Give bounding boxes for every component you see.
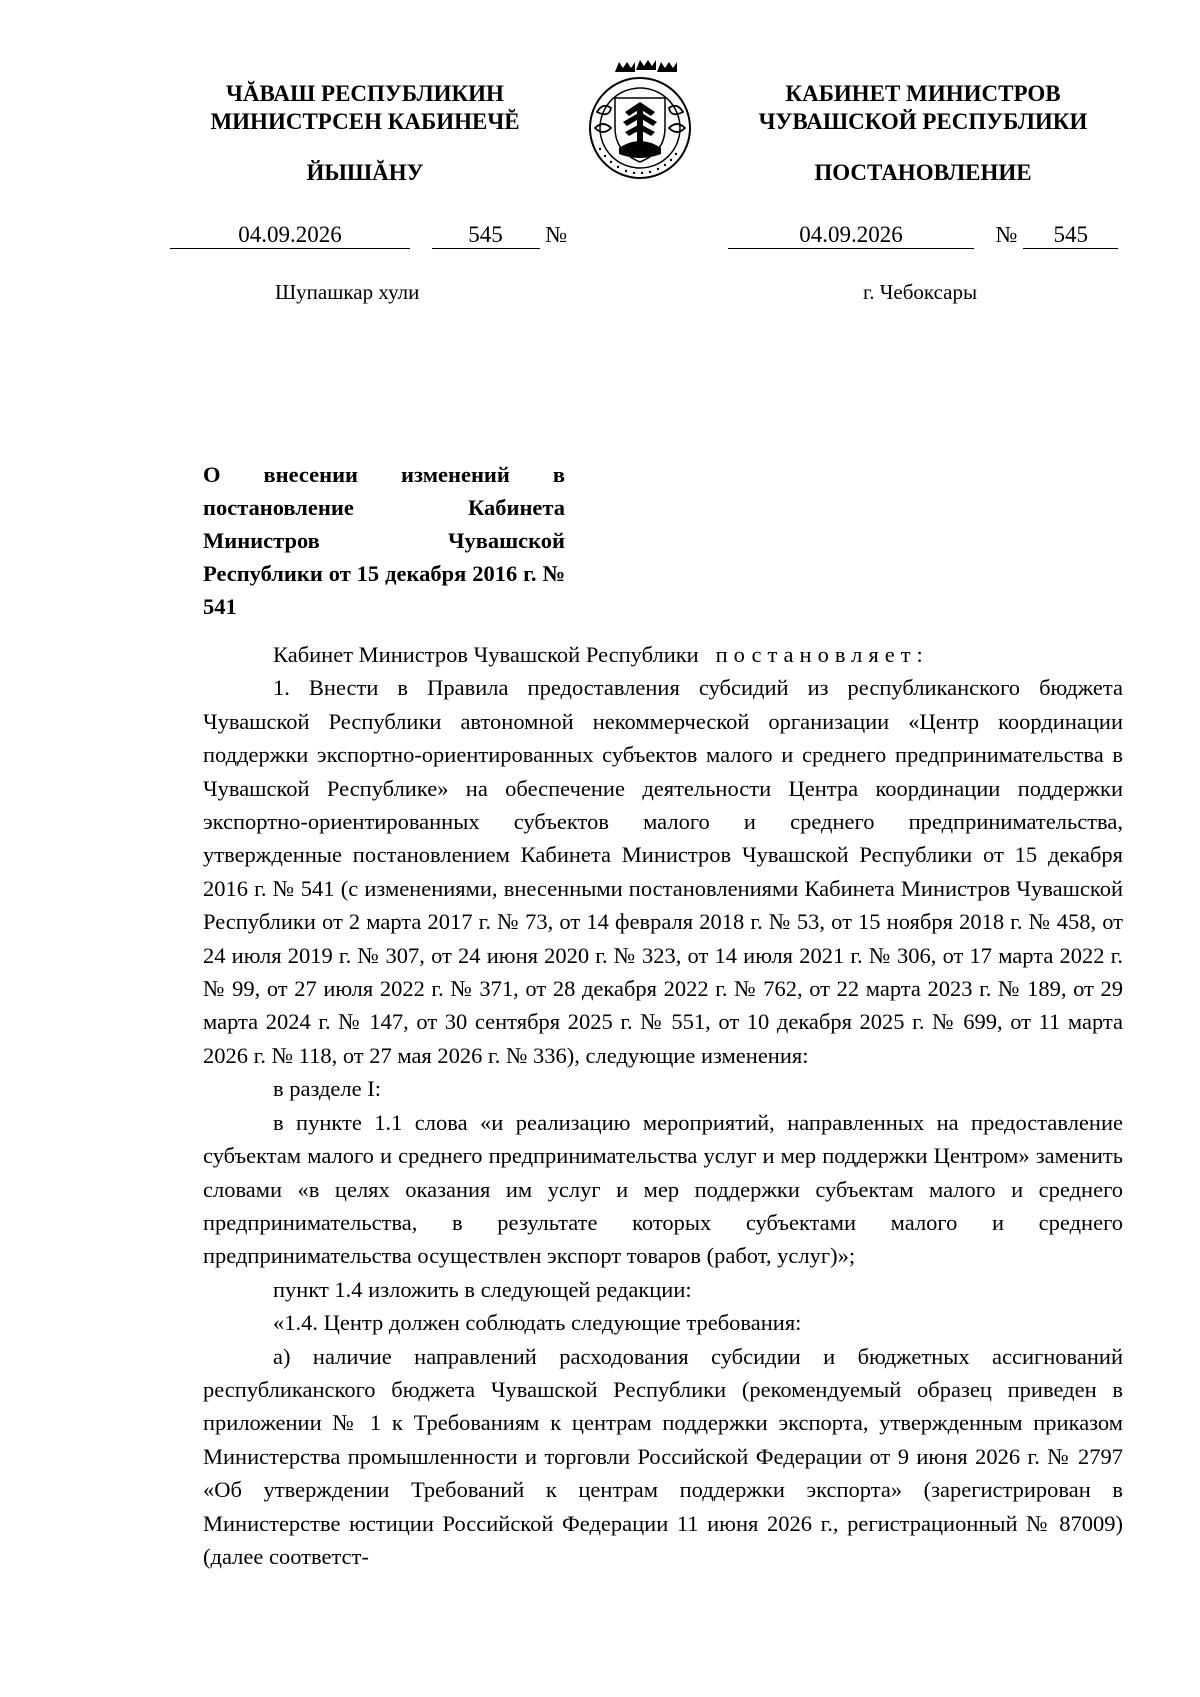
right-city: г. Чебоксары [863, 280, 978, 304]
right-date: 04.09.2026 [728, 222, 974, 249]
right-number: 545 [1023, 222, 1118, 249]
header-left-doctype: ЙЫШĂНУ [306, 160, 424, 185]
preamble-subject: Кабинет Министров Чувашской Республики [273, 642, 699, 667]
header-left-line2: МИНИСТРСЕН КАБИНЕЧĔ [210, 109, 520, 134]
paragraph: «1.4. Центр должен соблюдать следующие требования: [273, 1310, 802, 1336]
header-right-org [718, 80, 1128, 136]
header-right-line1: КАБИНЕТ МИНИСТРОВ [785, 81, 1061, 106]
left-city: Шупашкар хули [275, 280, 420, 304]
left-number-sign: № [545, 222, 568, 247]
preamble [203, 638, 1123, 671]
paragraph: 1. Внести в Правила предоставления субсидий из республиканского бюджета Чувашской Республики автономной некоммерческой организации «Центр координации поддержки экспортно-ориентированных субъектов малого и среднего предпринимательства в Чувашской Республике» на обеспечение деятельности Центра координации поддержки экспортно-ориентированных субъектов малого и среднего предпринимательства, утвержденные постановлением Кабинета Министров Чувашской Республики от 15 декабря 2016 г. № 541 (с изменениями, внесенными постановлениями Кабинета Министров Чувашской Республики от 2 марта 2017 г. № 73, от 14 февраля 2018 г. № 53, от 15 ноября 2018 г. № 458, от 24 июля 2019 г. № 307, от 24 июня 2020 г. № 323, от 14 июля 2021 г. № 306, от 17 марта 2022 г. № 99, от 27 июля 2022 г. № 371, от 28 декабря 2022 г. № 762, от 22 марта 2023 г. № 189, от 29 марта 2024 г. № 147, от 30 сентября 2025 г. № 551, от 10 декабря 2025 г. № 699, от 11 марта 2026 г. № 118, от 27 мая 2026 г. № 336), следующие изменения: [203, 675, 1123, 1068]
paragraph: а) наличие направлений расходования субсидии и бюджетных ассигнований республиканского бюджета Чувашской Республики (рекомендуемый образец приведен в приложении № 1 к Требованиям к центрам поддержки экспорта, утвержденным приказом Министерства промышленности и торговли Российской Федерации от 9 июня 2026 г. № 2797 «Об утверждении Требований к центрам поддержки экспорта» (зарегистрирован в Министерстве юстиции Российской Федерации 11 июня 2026 г., регистрационный № 87009) (далее соответст- [203, 1343, 1123, 1569]
left-date-number-row [170, 222, 567, 249]
header-right-doctype: ПОСТАНОВЛЕНИЕ [814, 160, 1032, 185]
header-left-line1: ЧĂВАШ РЕСПУБЛИКИН [226, 81, 504, 106]
left-number: 545 [432, 222, 540, 249]
preamble-verb: постановляет: [715, 642, 929, 667]
paragraph: пункт 1.4 изложить в следующей редакции: [273, 1276, 692, 1302]
right-date-number-row [728, 222, 1118, 249]
coat-of-arms-icon [575, 56, 705, 182]
right-number-sign: № [995, 222, 1018, 247]
paragraph: в разделе I: [273, 1076, 381, 1102]
header-right-line2: ЧУВАШСКОЙ РЕСПУБЛИКИ [758, 109, 1088, 134]
header-left-org [160, 80, 570, 136]
left-date: 04.09.2026 [170, 222, 410, 249]
document-body [203, 638, 1123, 1573]
paragraph: в пункте 1.1 слова «и реализацию мероприятий, направленных на предоставление субъектам малого и среднего предпринимательства услуг и мер поддержки Центром» заменить словами «в целях оказания им услуг и мер поддержки субъектам малого и среднего предпринимательства, в результате которых субъектами малого и среднего предпринимательства осуществлен экспорт товаров (работ, услуг)»; [203, 1109, 1123, 1269]
document-title: О внесении изменений в постановление Кабинета Министров Чувашской Республики от 15 декабря 2016 г. № 541 [203, 462, 565, 619]
